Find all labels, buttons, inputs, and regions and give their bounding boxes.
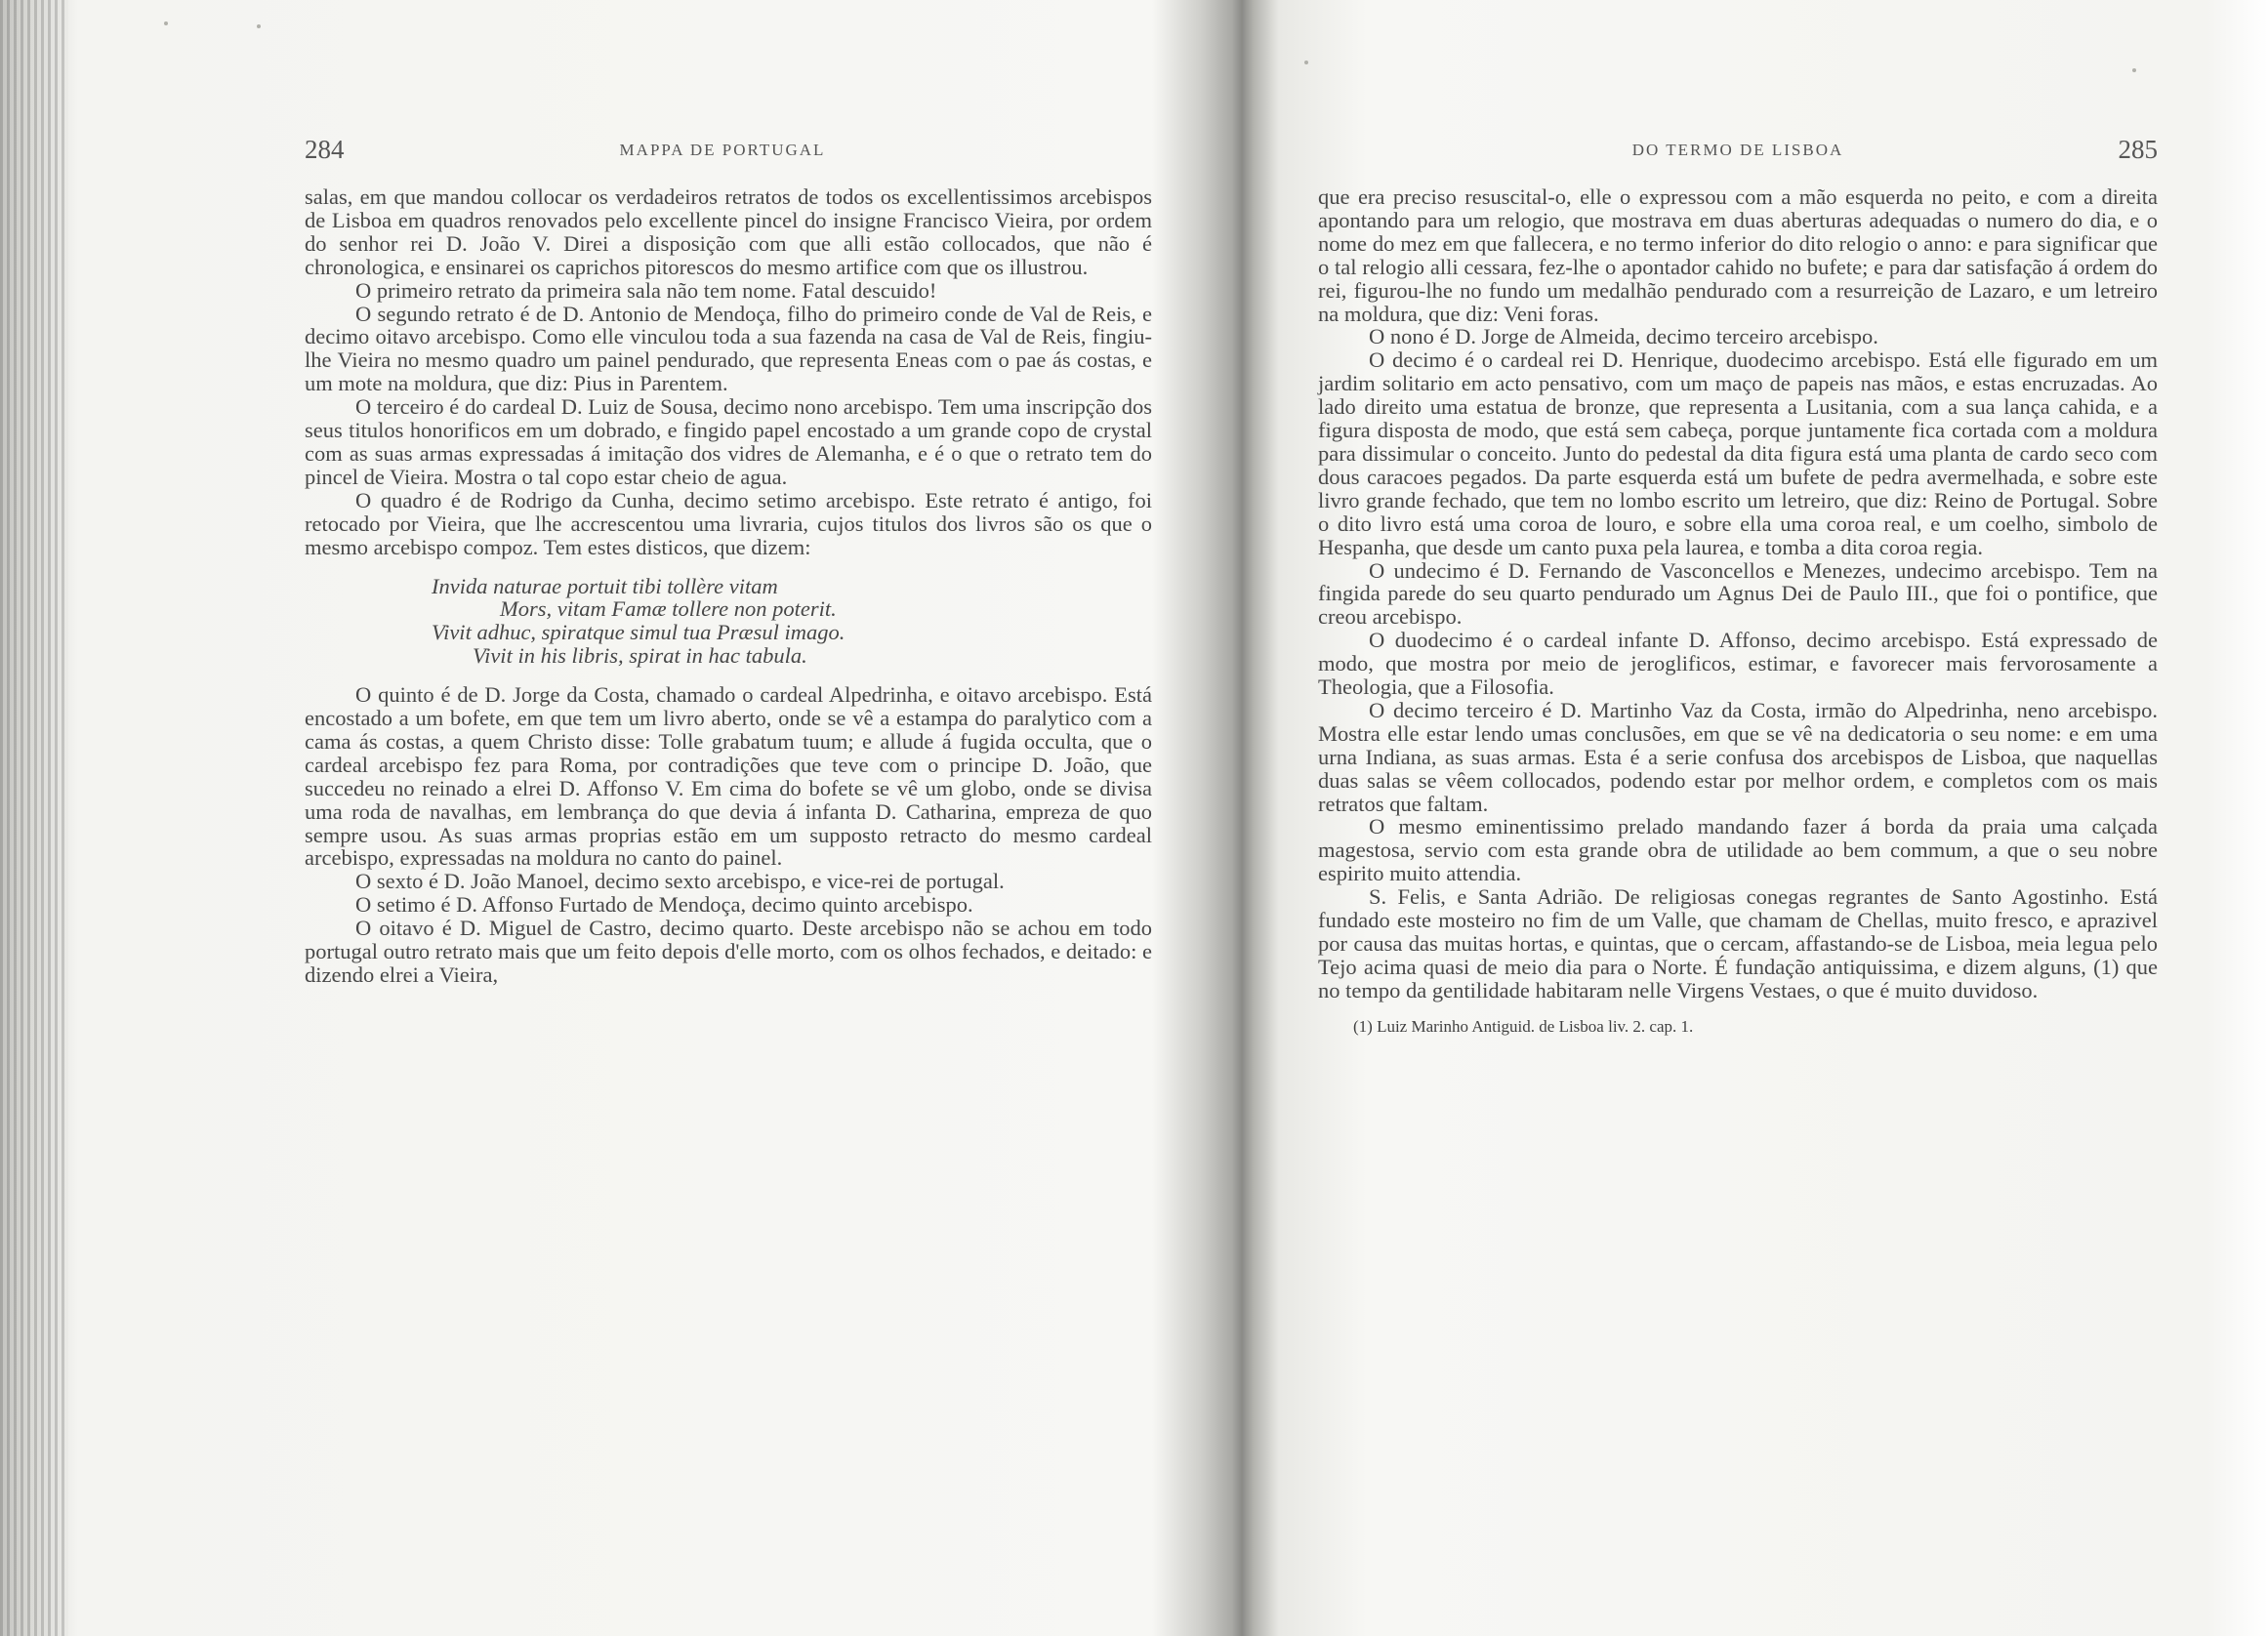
verse-line: Vivit adhuc, spiratque simul tua Præsul imago.	[432, 620, 845, 645]
page-number: 285	[2118, 135, 2158, 164]
paragraph: O decimo terceiro é D. Martinho Vaz da Costa, irmão do Alpedrinha, neno arcebispo. Mostra elle estar lendo umas conclusões, em que se vê na dedicatoria o seu nome: e em uma urna Indiana, as suas armas. Esta é a serie confusa dos arcebispos de Lisboa, que naquellas duas salas se vêem collocados, podendo estar por melhor ordem, e completos com os mais retratos que faltam.	[1318, 697, 2158, 816]
paper-speck	[164, 21, 168, 25]
paragraph: O oitavo é D. Miguel de Castro, decimo quarto. Deste arcebispo não se achou em todo portugal outro retrato mais que um feito depois d'elle morto, com os olhos fechados, e deitado: e dizendo elrei a Vieira,	[305, 916, 1152, 987]
running-head: DO TERMO DE LISBOA	[1631, 141, 1844, 159]
paragraph: O quadro é de Rodrigo da Cunha, decimo setimo arcebispo. Este retrato é antigo, foi retocado por Vieira, que lhe accrescentou uma livraria, cujos titulos dos livros são os que o mesmo arcebispo compoz. Tem estes disticos, que dizem:	[305, 487, 1152, 559]
paragraph: O mesmo eminentissimo prelado mandando fazer á borda da praia uma calçada magestosa, servio com esta grande obra de utilidade ao bem commum, a que o seu nobre espirito muito attendia.	[1318, 814, 2158, 886]
right-page	[1318, 0, 2158, 1636]
paragraph: O setimo é D. Affonso Furtado de Mendoça, decimo quinto arcebispo.	[355, 892, 973, 918]
paragraph: O quinto é de D. Jorge da Costa, chamado o cardeal Alpedrinha, e oitavo arcebispo. Está encostado a um bofete, em que tem um livro aberto, onde se vê a estampa do paralytico com a cama ás costas, a quem Christo disse: Tolle grabatum tuum; e allude á fugida occulta, que o cardeal arcebispo fez para Roma, por contradições que teve com o principe D. João, que succedeu no reinado a elrei D. Affonso V. Em cima do bofete se vê um globo, onde se divisa uma roda de navalhas, em lembrança do que devia á infanta D. Catharina, emprezа de quo sempre usou. As suas armas proprias estão em um supposto retracto do mesmo cardeal arcebispo, expressadas na moldura no canto do painel.	[305, 682, 1152, 871]
paragraph: salas, em que mandou collocar os verdadeiros retratos de todos os excellentissimos arcebispos de Lisboa em quadros renovados pelo excellente pincel do insigne Francisco Vieira, por ordem do senhor rei D. João V. Direi a disposição com que alli estão collocados, que não é chronologica, e ensinarei os caprichos pitorescos do mesmo artifice com que os illustrou.	[305, 184, 1152, 279]
paragraph: O nono é D. Jorge de Almeida, decimo terceiro arcebispo.	[1369, 324, 1878, 349]
verse-line: Invida naturae portuit tibi tollère vitam	[432, 573, 778, 598]
verse-line: Mors, vitam Famæ tollere non poterit.	[500, 596, 837, 622]
paragraph: O sexto é D. João Manoel, decimo sexto arcebispo, e vice-rei de portugal.	[355, 869, 1005, 894]
paragraph: O segundo retrato é de D. Antonio de Mendoça, filho do primeiro conde de Val de Reis, e decimo oitavo arcebispo. Como elle vinculou toda a sua fazenda na casa de Val de Reis, fingiu-lhe Vieira no mesmo quadro um painel pendurado, que representa Eneas com o pae ás costas, e um mote na moldura, que diz: Pius in Parentem.	[305, 301, 1152, 396]
page-number: 284	[305, 135, 345, 164]
paragraph: O decimo é o cardeal rei D. Henrique, duodecimo arcebispo. Está elle figurado em um jardim solitario em acto pensativo, com um maço de papeis nas mãos, e estas encruzadas. Ao lado direito uma estatua de bronze, que representa a Lusitania, com a sua lança cahida, e a figura disposta de modo, que está sem cabeça, porque juntamente fica cortada com a moldura para dissimular o conceito. Junto do pedestal da dita figura está uma planta de cardo seco com dous caracoes pegados. Da parte esquerda está um bufete de pedra avermelhada, e sobre este livro grande fechado, que tem no lombo escrito um letreiro, que diz: Reino de Portugal. Sobre o dito livro está uma coroa de louro, e sobre ella uma coroa real, e um coelho, simbolo de Hespanha, que desde um canto puxa pela laurea, e tomba a dita coroa regia.	[1318, 348, 2158, 559]
latin-distich	[305, 575, 1152, 669]
left-page-body	[305, 185, 1152, 987]
paragraph: O terceiro é do cardeal D. Luiz de Sousa, decimo nono arcebispo. Tem uma inscripção dos seus titulos honorificos em um dobrado, e fingido papel encostado a um grande copo de crystal com as suas armas expressadas á imitação dos vidres de Alemanha, e é o que o retrato tem do pincel de Vieira. Mostra o tal copo estar cheio de agua.	[305, 394, 1152, 489]
paper-speck	[257, 24, 261, 28]
right-page-header	[1318, 135, 2158, 170]
verse-line: Vivit in his libris, spirat in hac tabula.	[473, 643, 807, 669]
paragraph: O undecimo é D. Fernando de Vasconcellos e Menezes, undecimo arcebispo. Tem na fingida parede do seu quarto pendurado um Agnus Dei de Paulo III., que foi o pontifice, que creou arcebispo.	[1318, 557, 2158, 630]
page-edge	[0, 0, 68, 1636]
paper-speck	[1304, 61, 1308, 64]
paragraph: que era preciso resuscital-o, elle o expressou com a mão esquerda no peito, e com a direita apontando para um relogio, que mostrava em duas aberturas adequadas o numero do dia, e o nome do mez em que fallecera, e no termo inferior do dito relogio o anno: e para significar que o tal relogio alli cessara, fez-lhe o apontador cahido no bufete; e para dar satisfação á ordem do rei, figurou-lhe no fundo um medalhão pendurado com a resurreição de Lazaro, e um letreiro na moldura, que diz: Veni foras.	[1318, 184, 2158, 326]
left-page-header	[293, 135, 1152, 170]
paragraph: S. Felis, e Santa Adrião. De religiosas conegas regrantes de Santo Agostinho. Está fundado este mosteiro no fim de um Valle, que chamam de Chellas, muito fresco, e aprazivel por causa das muitas hortas, e quintas, que o cercam, affastando-se de Lisboa, meia legua pelo Tejo acima quasi de meio dia para o Norte. É fundação antiquissima, e dizem alguns, (1) que no tempo da gentilidade habitaram nelle Virgens Vestaes, o que é muito duvidoso.	[1318, 884, 2158, 1002]
paragraph: O duodecimo é o cardeal infante D. Affonso, decimo arcebispo. Está expressado de modo, que mostra por meio de jeroglificos, estimar, e favorecer mais fervorosamente a Theologia, que a Filosofia.	[1318, 628, 2158, 700]
running-head: MAPPA DE PORTUGAL	[619, 141, 826, 159]
footnote: (1) Luiz Marinho Antiguid. de Lisboa liv. 2. cap. 1.	[1353, 1016, 1694, 1036]
paragraph: O primeiro retrato da primeira sala não tem nome. Fatal descuido!	[355, 277, 937, 303]
left-page	[293, 0, 1152, 1636]
right-page-body	[1318, 185, 2158, 1038]
